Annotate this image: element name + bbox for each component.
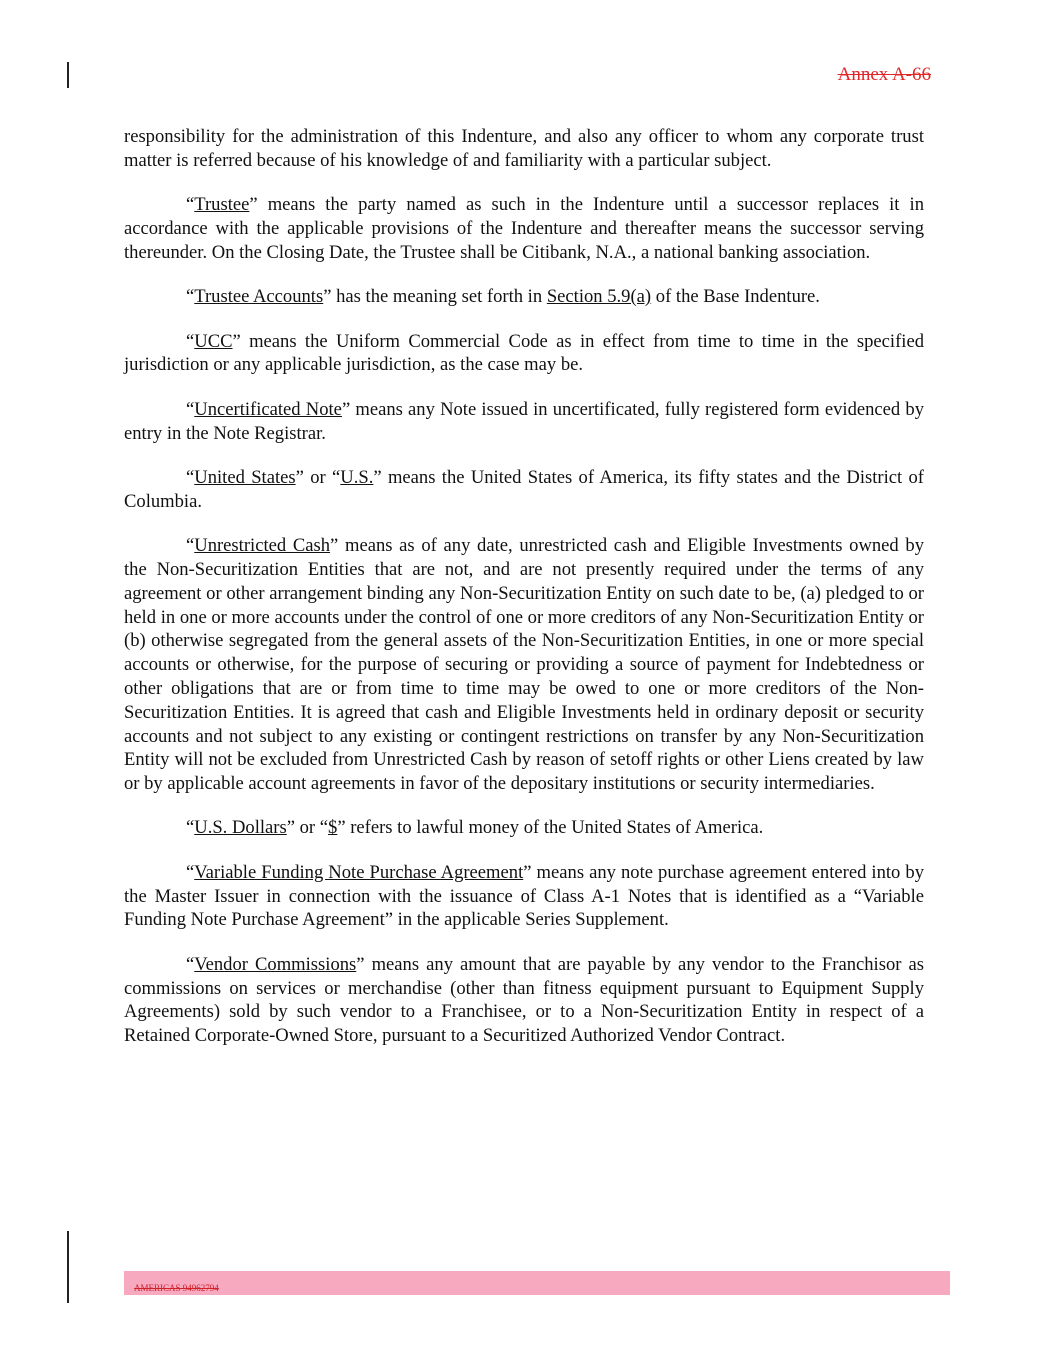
open-quote: “ xyxy=(186,398,195,420)
definition-ucc xyxy=(124,330,924,378)
document-body xyxy=(124,125,924,1069)
definition-vendor-commissions xyxy=(124,953,924,1048)
defined-term: United States xyxy=(194,466,296,488)
defined-term: Vendor Commissions xyxy=(194,953,357,975)
definition-text: ” means any Note issued in uncertificated, fully registered form evidenced by entry in the Note Registrar. xyxy=(124,398,925,444)
annex-page-label: Annex A-66 xyxy=(837,64,931,85)
paragraph-continuation: responsibility for the administration of this Indenture, and also any officer to whom any corporate trust matter is referred because of his knowledge of and familiarity with a particular subject. xyxy=(124,126,924,171)
defined-term: UCC xyxy=(194,330,233,352)
definition-text: ” or “ xyxy=(295,466,341,488)
definition-text-end: ” means the United States of America, its fifty states and the District of Columbia. xyxy=(124,466,924,512)
definition-united-states xyxy=(124,466,924,514)
defined-term: Trustee Accounts xyxy=(194,286,324,308)
defined-term: Trustee xyxy=(194,194,250,216)
definition-text: ” or “ xyxy=(286,817,329,839)
definition-text: ” means the party named as such in the Indenture until a successor replaces it in accordance with the applicable provisions of the Indenture and thereafter means the successor serving thereunder. On the Closing Date, the Trustee shall be Citibank, N.A., a national banking association. xyxy=(124,194,924,263)
definition-text-end: ” refers to lawful money of the United States of America. xyxy=(337,817,764,839)
defined-term: Variable Funding Note Purchase Agreement xyxy=(194,861,524,883)
definition-unrestricted-cash xyxy=(124,534,924,796)
open-quote: “ xyxy=(186,817,195,839)
definition-text-end: of the Base Indenture. xyxy=(651,286,820,308)
document-id: AMERICAS 94962794 xyxy=(134,1283,219,1293)
open-quote: “ xyxy=(186,953,195,975)
footer-band xyxy=(124,1271,950,1295)
section-reference: Section 5.9(a) xyxy=(546,286,652,308)
defined-term-alt: U.S. xyxy=(340,466,374,488)
open-quote: “ xyxy=(186,535,195,557)
definition-text: ” means any note purchase agreement entered into by the Master Issuer in connection with the issuance of Class A-1 Notes that is identified as a “Variable Funding Note Purchase Agreement” in the applicable Series Supplement. xyxy=(124,861,924,931)
defined-term: Uncertificated Note xyxy=(194,398,342,420)
revision-bar-bottom xyxy=(67,1231,69,1303)
revision-bar-top xyxy=(67,62,69,88)
definition-text: ” has the meaning set forth in xyxy=(323,286,547,308)
definition-vfn-purchase-agreement xyxy=(124,861,924,932)
definition-trustee-accounts xyxy=(124,285,924,309)
open-quote: “ xyxy=(186,861,195,883)
definition-text: ” means as of any date, unrestricted cash and Eligible Investments owned by the Non-Securitization Entities that are not, and are not presently required under the terms of any agreement or other arrangement binding any Non-Securitization Entity on such date to be, (a) pledged to or held in one or more accounts under the control of one or more creditors of any Non-Securitization Entity or (b) otherwise segregated from the general assets of the Non-Securitization Entities, in one or more special accounts or otherwise, for the purpose of securing or providing a source of payment for Indebtedness or other obligations that are or from time to time may be owed to one or more creditors of the Non-Securitization Entities. It is agreed that cash and Eligible Investments held in ordinary deposit or security accounts and not subject to any existing or contingent restrictions on transfer by any Non-Securitization Entity will not be excluded from Unrestricted Cash by reason of setoff rights or other Liens created by law or by applicable account agreements in favor of the depositary institutions or security intermediaries. xyxy=(124,535,925,795)
defined-term: Unrestricted Cash xyxy=(194,535,331,557)
definition-us-dollars xyxy=(124,816,924,840)
definition-text: ” means any amount that are payable by any vendor to the Franchisor as commissions on services or merchandise (other than fitness equipment pursuant to Equipment Supply Agreements) sold by such vendor to a Franchisee, or to a Non-Securitization Entity in respect of a Retained Corporate-Owned Store, pursuant to a Securitized Authorized Vendor Contract. xyxy=(124,953,924,1047)
open-quote: “ xyxy=(186,194,195,216)
defined-term-alt: $ xyxy=(328,817,338,839)
open-quote: “ xyxy=(186,286,195,308)
open-quote: “ xyxy=(186,330,195,352)
defined-term: U.S. Dollars xyxy=(194,817,287,839)
definition-text: ” means the Uniform Commercial Code as in effect from time to time in the specified jurisdiction or any applicable jurisdiction, as the case may be. xyxy=(124,330,924,376)
definition-trustee xyxy=(124,193,924,264)
definition-uncertificated-note xyxy=(124,398,924,446)
open-quote: “ xyxy=(186,466,195,488)
